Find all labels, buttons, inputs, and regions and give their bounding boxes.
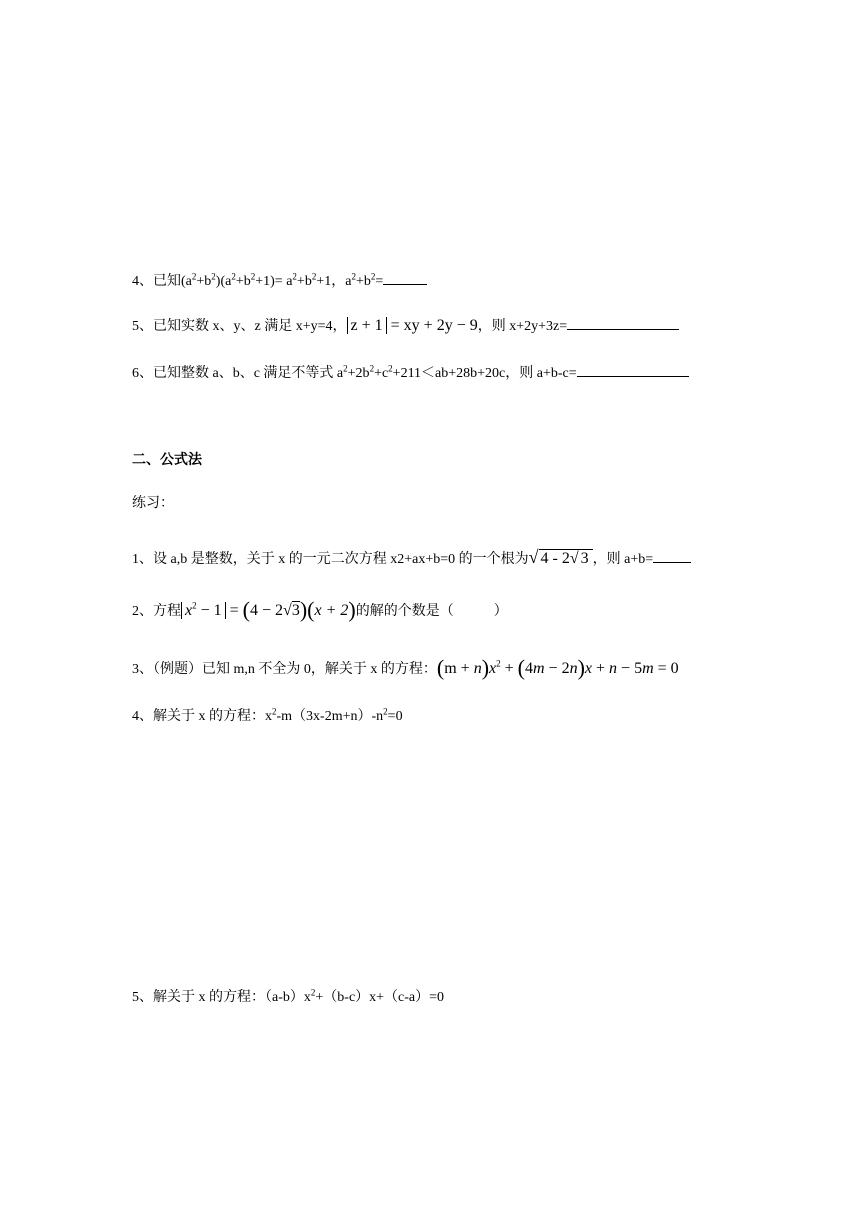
text: 4 − 2 [250, 602, 284, 619]
text: )(a [215, 274, 232, 289]
variable: m [532, 660, 545, 677]
equals-sign: = [225, 602, 243, 619]
text: m + [444, 660, 474, 677]
text: − 2 [544, 660, 570, 677]
question-number: 2 [132, 604, 139, 619]
equation: $(m + n)x^2 + (4m - 2n)x + n - 5m = 0$ [436, 655, 679, 680]
factor: x + 2 [314, 602, 349, 619]
variable: n [473, 660, 482, 677]
question-number: 6 [132, 366, 139, 381]
text: 已知实数 x、y、z 满足 x+y=4， [153, 319, 347, 334]
exponent: 2 [250, 271, 256, 282]
answer-blank[interactable] [383, 270, 427, 285]
equation: $x^2 - 1 = (4 - 2√3)(x + 2)$ [181, 602, 356, 619]
exponent: 2 [310, 987, 316, 998]
text: +（b-c）x+（c-a）=0 [315, 990, 445, 1005]
separator: 、 [139, 274, 153, 289]
exponent: 2 [272, 706, 277, 717]
exponent: 2 [369, 363, 375, 374]
exponent: 2 [370, 271, 376, 282]
text: 已知整数 a、b、c 满足不等式 a [153, 366, 344, 381]
text: +b [296, 274, 312, 289]
text: = 0 [653, 660, 679, 677]
separator: 、 [139, 366, 153, 381]
exponent: 2 [231, 271, 236, 282]
text: − 5 [617, 660, 643, 677]
separator: 、 [139, 990, 153, 1005]
separator: 、 [139, 552, 153, 567]
text: +1，a [316, 274, 352, 289]
text: − 1 [196, 602, 222, 619]
text: +b [355, 274, 371, 289]
question-number: 5 [132, 990, 139, 1005]
question-3 [132, 655, 679, 680]
equation-rhs: = xy + 2y − 9 [390, 317, 478, 334]
text: 4 [524, 660, 533, 677]
text: + [592, 660, 610, 677]
question-5b [132, 988, 444, 1008]
text: + [500, 660, 518, 677]
exponent: 2 [383, 706, 388, 717]
exponent: 2 [388, 363, 393, 374]
variable: x [584, 660, 593, 677]
variable: x [185, 602, 193, 619]
exponent: 2 [192, 600, 197, 611]
text: = [375, 274, 384, 289]
radicand: 3 [291, 602, 300, 619]
radical-expression: √ 4 - 2√ 3 [529, 550, 593, 567]
text: ） [493, 604, 508, 619]
separator: 、 [139, 319, 153, 334]
radicand: 3 [580, 550, 589, 567]
text: +1)= a [255, 274, 293, 289]
variable: n [609, 660, 618, 677]
question-number: 4 [132, 274, 139, 289]
text: +b [196, 274, 212, 289]
exponent: 2 [311, 271, 317, 282]
exponent: 2 [191, 271, 197, 282]
variable: m [642, 660, 654, 677]
question-1 [132, 547, 691, 570]
question-4 [132, 270, 427, 292]
text: +c [374, 366, 389, 381]
text: +b [235, 274, 251, 289]
variable: n [569, 660, 578, 677]
question-number: 1 [132, 552, 139, 567]
answer-blank[interactable] [653, 548, 691, 563]
text: ，则 x+2y+3z= [477, 319, 568, 334]
section-heading: 二、公式法 [132, 453, 202, 468]
absolute-value: z + 1 [347, 317, 387, 334]
text: +2b [347, 366, 370, 381]
question-number: 3 [132, 662, 139, 677]
equation [347, 317, 478, 334]
question-5 [132, 315, 679, 337]
text: 方程 [153, 604, 181, 619]
text: 的解的个数是（ [355, 604, 454, 619]
text: 设 a,b 是整数，关于 x 的一元二次方程 x2+ax+b=0 的一个根为 [153, 552, 529, 567]
separator: 、 [139, 709, 153, 724]
question-4b [132, 707, 403, 727]
exponent: 2 [351, 271, 356, 282]
separator: 、 [139, 662, 153, 677]
text: 解关于 x 的方程：x [153, 709, 272, 724]
text: ，则 a+b= [592, 552, 654, 567]
text: =0 [387, 709, 403, 724]
question-6 [132, 362, 689, 384]
answer-blank[interactable] [577, 362, 689, 377]
text: （例题）已知 m,n 不全为 0，解关于 x 的方程： [153, 662, 437, 677]
text: +211＜ab+28b+20c，则 a+b-c= [392, 366, 577, 381]
separator: 、 [139, 604, 153, 619]
question-number: 4 [132, 709, 139, 724]
text: 已知(a [153, 274, 192, 289]
variable: x [489, 660, 497, 677]
answer-blank[interactable] [567, 315, 679, 330]
exponent: 2 [343, 363, 348, 374]
practice-label: 练习： [132, 496, 174, 511]
exponent: 2 [292, 271, 297, 282]
question-number: 5 [132, 319, 139, 334]
text: 解关于 x 的方程：（a-b）x [153, 990, 311, 1005]
question-2 [132, 597, 508, 622]
text: -m（3x-2m+n）-n [276, 709, 384, 724]
radicand: 4 - 2 [540, 550, 570, 567]
exponent: 2 [211, 271, 216, 282]
exponent: 2 [496, 658, 501, 669]
